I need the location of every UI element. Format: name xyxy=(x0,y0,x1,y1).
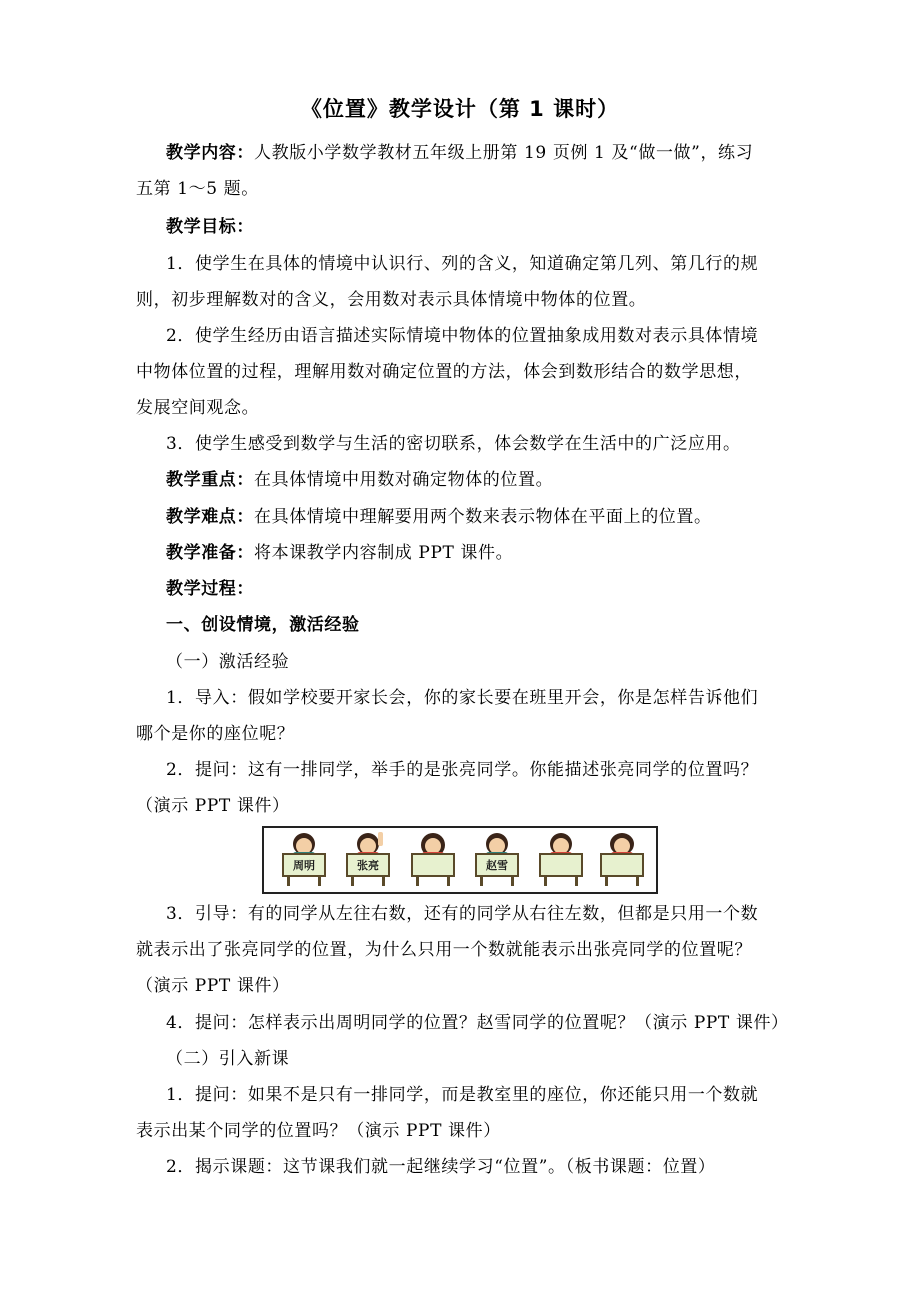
process-heading: 教学过程： xyxy=(166,579,254,599)
difficulty-line xyxy=(166,506,712,528)
s1-p3-line-1: 3．引导：有的同学从左往右数，还有的同学从右往左数，但都是只用一个数 xyxy=(166,904,759,924)
content-line-1 xyxy=(166,142,753,164)
s1-p1-line-2: 哪个是你的座位呢？ xyxy=(136,724,295,744)
student-2 xyxy=(344,832,392,888)
students-row-figure xyxy=(262,826,658,894)
goal-2-line-1: 2．使学生经历由语言描述实际情境中物体的位置抽象成用数对表示具体情境 xyxy=(166,326,759,346)
desk-label: 周明 xyxy=(293,859,315,872)
goal-2-line-3: 发展空间观念。 xyxy=(136,398,260,418)
s2-p1-line-1: 1．提问：如果不是只有一排同学，而是教室里的座位，你还能只用一个数就 xyxy=(166,1085,759,1105)
desk-label: 赵雪 xyxy=(486,859,508,872)
key-point-label: 教学重点： xyxy=(166,470,254,490)
goal-1-line-1: 1．使学生在具体的情境中认识行、列的含义，知道确定第几列、第几行的规 xyxy=(166,254,759,274)
s1-p4-line-1: 4．提问：怎样表示出周明同学的位置？赵雪同学的位置呢？（演示 PPT 课件） xyxy=(166,1013,789,1033)
goal-1-line-2: 则，初步理解数对的含义，会用数对表示具体情境中物体的位置。 xyxy=(136,290,647,310)
student-1 xyxy=(280,832,328,888)
s1-p1-line-1: 1．导入：假如学校要开家长会，你的家长要在班里开会，你是怎样告诉他们 xyxy=(166,688,759,708)
section-1-heading: 一、创设情境，激活经验 xyxy=(166,615,360,635)
preparation-label: 教学准备： xyxy=(166,543,254,563)
key-point-line xyxy=(166,469,553,491)
key-point-text: 在具体情境中用数对确定物体的位置。 xyxy=(254,470,554,490)
desk-label: 张亮 xyxy=(357,859,379,872)
student-illustration xyxy=(409,832,457,888)
student-6 xyxy=(598,832,646,888)
s1-p3-line-2: 就表示出了张亮同学的位置，为什么只用一个数就能表示出张亮同学的位置呢？ xyxy=(136,940,752,960)
preparation-line xyxy=(166,542,513,564)
difficulty-text: 在具体情境中理解要用两个数来表示物体在平面上的位置。 xyxy=(254,507,712,527)
content-label: 教学内容： xyxy=(166,143,254,163)
s1-p2-line-2: （演示 PPT 课件） xyxy=(136,796,290,816)
s1-p3-line-3: （演示 PPT 课件） xyxy=(136,976,290,996)
subsection-1-heading: （一）激活经验 xyxy=(166,652,290,672)
subsection-2-heading: （二）引入新课 xyxy=(166,1049,290,1069)
student-4 xyxy=(473,832,521,888)
page-title: 《位置》教学设计（第 1 课时） xyxy=(300,97,620,121)
s2-p1-line-2: 表示出某个同学的位置吗？（演示 PPT 课件） xyxy=(136,1121,501,1141)
student-3 xyxy=(409,832,457,888)
student-illustration xyxy=(537,832,585,888)
content-line-2: 五第 1～5 题。 xyxy=(136,179,259,199)
s1-p2-line-1: 2．提问：这有一排同学，举手的是张亮同学。你能描述张亮同学的位置吗？ xyxy=(166,760,759,780)
difficulty-label: 教学难点： xyxy=(166,507,254,527)
student-illustration xyxy=(598,832,646,888)
student-5 xyxy=(537,832,585,888)
content-text-1: 人教版小学数学教材五年级上册第 19 页例 1 及“做一做”，练习 xyxy=(254,143,754,163)
s2-p2-line-1: 2．揭示课题：这节课我们就一起继续学习“位置”。（板书课题：位置） xyxy=(166,1157,716,1177)
goals-heading: 教学目标： xyxy=(166,217,254,237)
preparation-text: 将本课教学内容制成 PPT 课件。 xyxy=(254,543,514,563)
goal-3-line-1: 3．使学生感受到数学与生活的密切联系，体会数学在生活中的广泛应用。 xyxy=(166,434,741,454)
goal-2-line-2: 中物体位置的过程，理解用数对确定位置的方法，体会到数形结合的数学思想， xyxy=(136,362,752,382)
